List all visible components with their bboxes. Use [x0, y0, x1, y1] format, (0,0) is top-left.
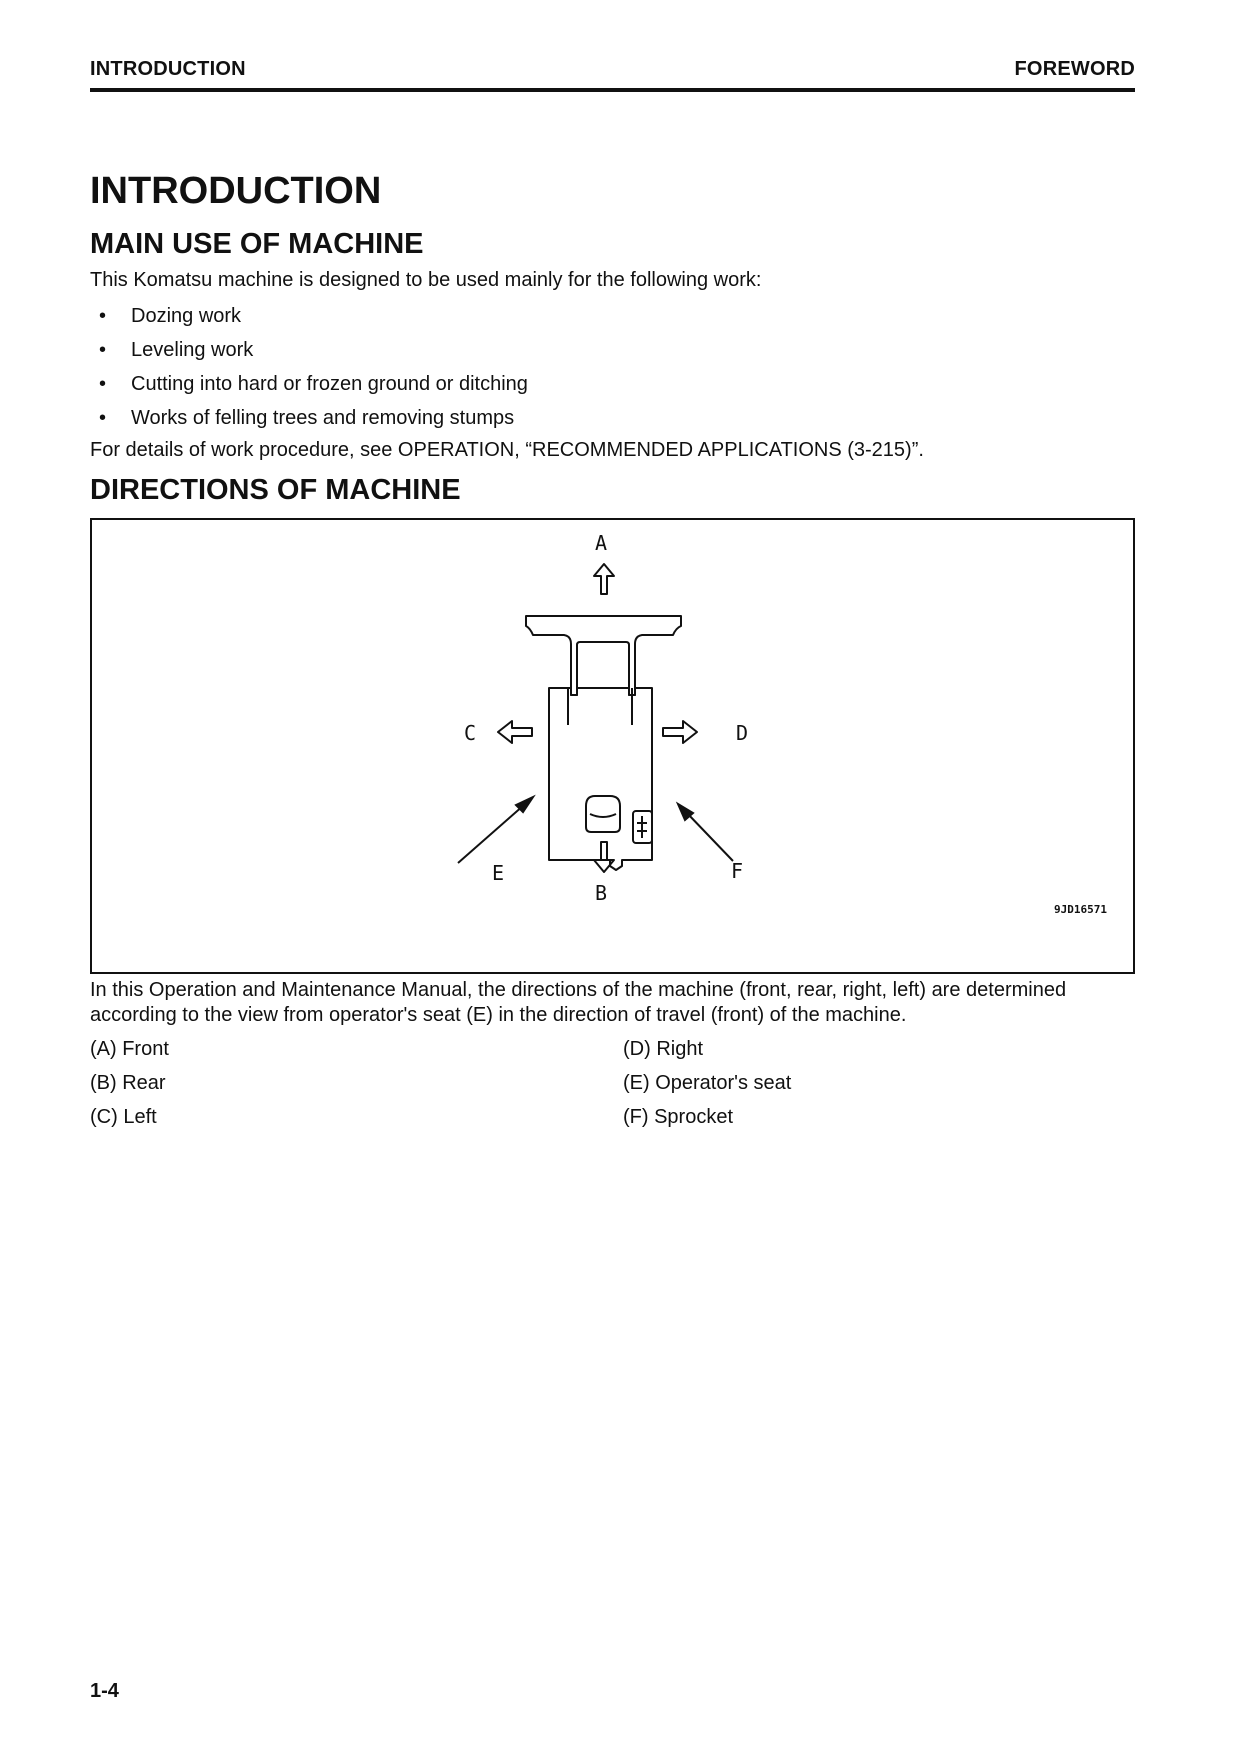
directions-figure: [90, 518, 1135, 974]
arrow-front: [594, 564, 614, 594]
details-reference: For details of work procedure, see OPERATION, “RECOMMENDED APPLICATIONS (3-215)”.: [90, 439, 924, 461]
header-section-right: FOREWORD: [1014, 58, 1135, 80]
legend-item: (B) Rear: [90, 1072, 166, 1094]
legend-item: (D) Right: [623, 1038, 704, 1060]
list-item: • Dozing work: [99, 305, 242, 327]
machine-top-view-diagram: [92, 520, 1133, 972]
bullet-icon: •: [99, 373, 107, 395]
running-header: [90, 58, 1135, 94]
main-use-heading: MAIN USE OF MACHINE: [90, 228, 424, 260]
bullet-icon: •: [99, 305, 107, 327]
legend-item: (C) Left: [90, 1106, 157, 1128]
page-title: INTRODUCTION: [90, 170, 382, 212]
directions-heading: DIRECTIONS OF MACHINE: [90, 474, 461, 506]
label-d: D: [736, 721, 749, 745]
blade-outline: [526, 616, 681, 695]
legend-item: (A) Front: [90, 1038, 169, 1060]
label-c: C: [464, 721, 477, 745]
figure-code: 9JD16571: [1054, 903, 1107, 916]
label-a: A: [595, 531, 608, 555]
directions-paragraph: In this Operation and Maintenance Manual, the directions of the machine (front, rear, right, left) are determined according to the view from operator's seat (E) in the direction of travel (front) of the machine.: [90, 979, 1067, 1026]
arrow-left: [498, 721, 532, 743]
leader-line-seat: [458, 805, 524, 863]
arrow-right: [663, 721, 697, 743]
legend-item: (F) Sprocket: [623, 1106, 734, 1128]
leader-line-sprocket: [686, 812, 733, 861]
main-use-intro: This Komatsu machine is designed to be used mainly for the following work:: [90, 269, 762, 291]
header-rule: [90, 88, 1135, 92]
header-section-left: INTRODUCTION: [90, 58, 246, 80]
legend-item: (E) Operator's seat: [623, 1072, 792, 1094]
label-b: B: [595, 881, 608, 905]
bullet-icon: •: [99, 339, 107, 361]
list-item: • Leveling work: [99, 339, 254, 361]
list-item: • Works of felling trees and removing stumps: [99, 407, 515, 429]
label-e: E: [492, 861, 505, 885]
list-item: • Cutting into hard or frozen ground or ditching: [99, 373, 528, 395]
page-number: 1-4: [90, 1680, 119, 1702]
bullet-icon: •: [99, 407, 107, 429]
work-list: [90, 304, 528, 440]
label-f: F: [731, 859, 744, 883]
